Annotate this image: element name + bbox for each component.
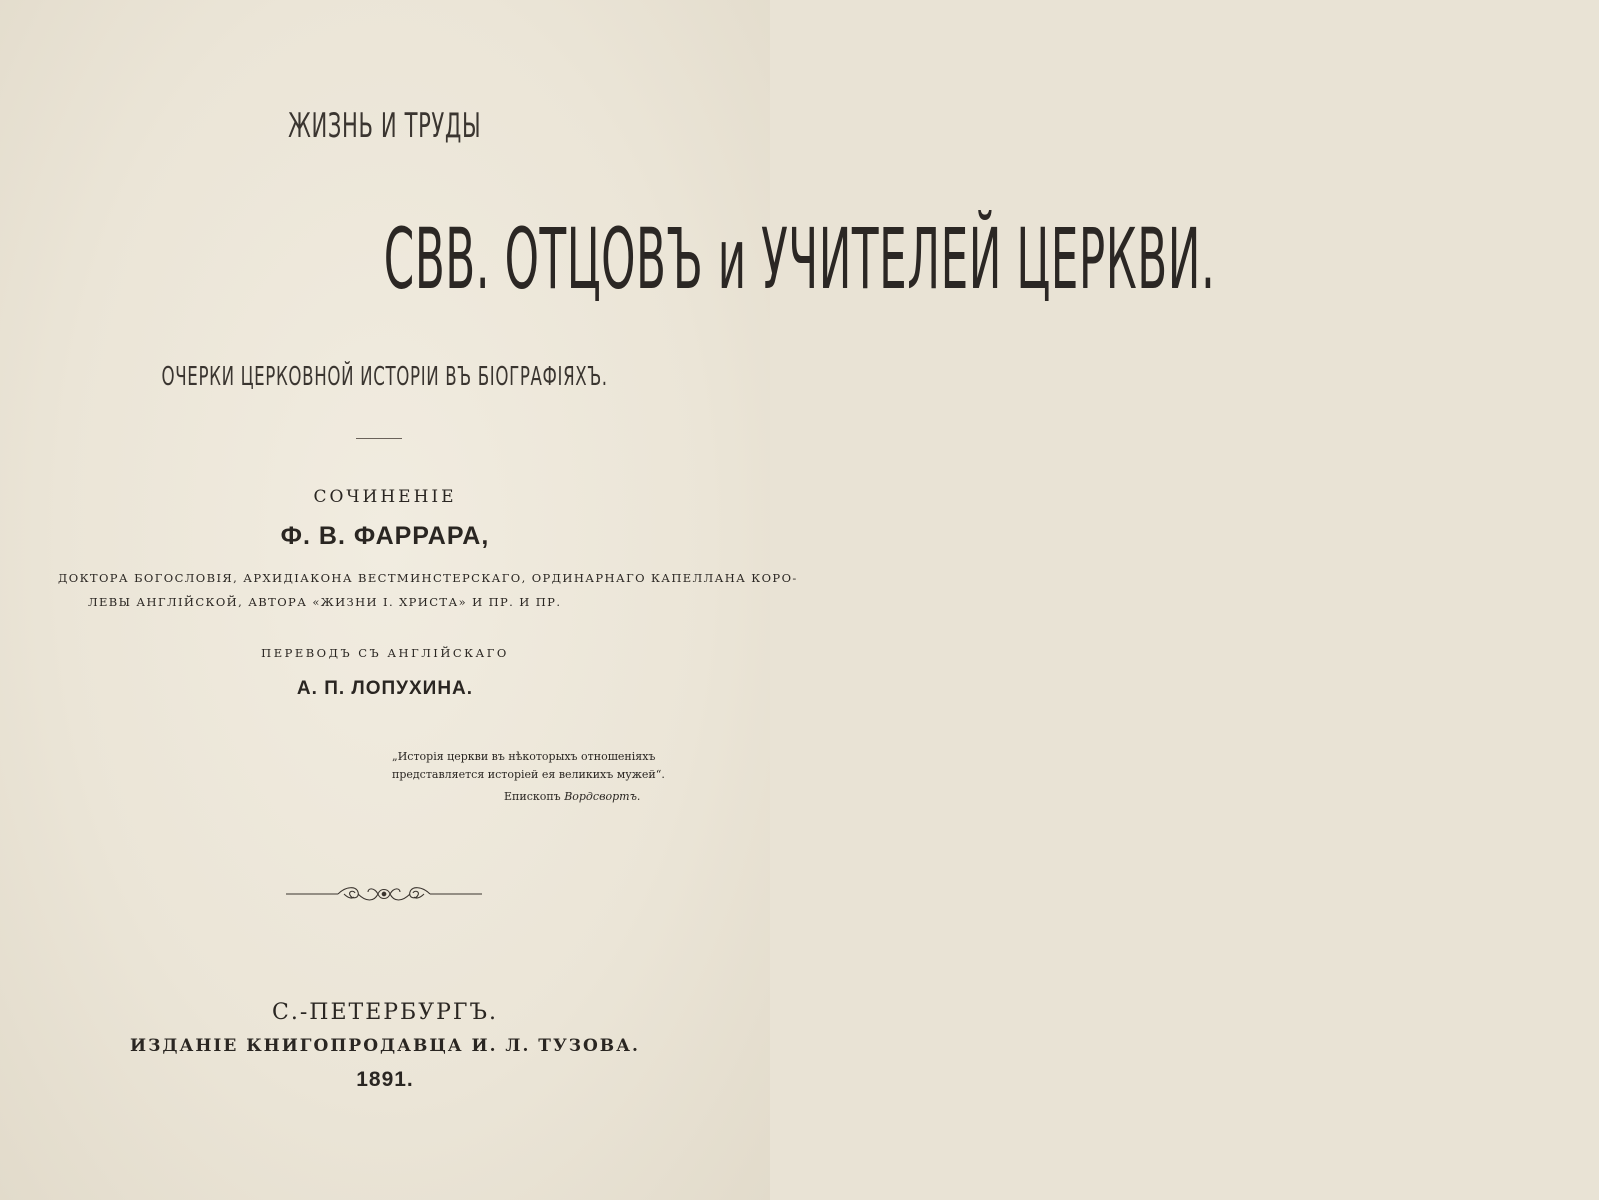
divider-rule bbox=[356, 438, 402, 439]
epigraph-attribution bbox=[392, 788, 712, 806]
subtitle: ОЧЕРКИ ЦЕРКОВНОЙ ИСТОРІИ ВЪ БІОГРАФІЯХЪ. bbox=[161, 362, 609, 392]
attribution-prefix: Епископъ bbox=[504, 790, 561, 803]
epigraph-line-1: „Исторія церкви въ нѣкоторыхъ отношеніяхъ bbox=[392, 750, 656, 763]
epigraph bbox=[392, 748, 712, 806]
author-name: Ф. В. ФАРРАРА, bbox=[280, 522, 490, 550]
publication-year: 1891. bbox=[356, 1068, 414, 1091]
credentials-line-2: ЛЕВЫ АНГЛІЙСКОЙ, АВТОРА «ЖИЗНИ І. ХРИСТА» И ПР. И ПР. bbox=[88, 595, 562, 609]
main-title: СВВ. ОТЦОВЪ и УЧИТЕЛЕЙ ЦЕРКВИ. bbox=[383, 210, 1216, 308]
translator-name: А. П. ЛОПУХИНА. bbox=[296, 678, 474, 699]
publication-city: С.-ПЕТЕРБУРГЪ. bbox=[272, 1000, 498, 1025]
attribution-name: Вордсвортъ. bbox=[564, 790, 641, 803]
fleuron-icon bbox=[284, 882, 484, 906]
title-line-1: ЖИЗНЬ И ТРУДЫ bbox=[288, 106, 482, 146]
author-credentials bbox=[58, 566, 798, 614]
credentials-line-1: ДОКТОРА БОГОСЛОВІЯ, АРХИДІАКОНА ВЕСТМИНСТЕРСКАГО, ОРДИНАРНАГО КАПЕЛЛАНА КОРО- bbox=[58, 571, 798, 585]
translation-label: ПЕРЕВОДЪ СЪ АНГЛІЙСКАГО bbox=[261, 646, 509, 660]
composed-by-label: СОЧИНЕНІЕ bbox=[313, 487, 457, 507]
epigraph-line-2: представляется исторіей ея великихъ мужей“. bbox=[392, 768, 665, 781]
publisher: ИЗДАНІЕ КНИГОПРОДАВЦА И. Л. ТУЗОВА. bbox=[130, 1036, 640, 1056]
